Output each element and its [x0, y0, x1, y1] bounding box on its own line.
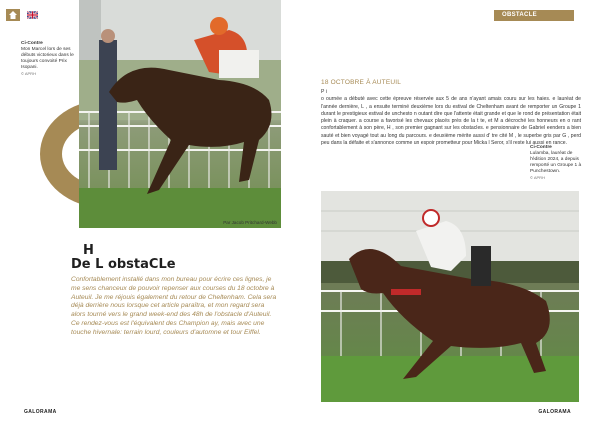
caption-label: Ci-Contre	[530, 145, 552, 150]
article-paragraph-2: o ournée a débuté avec cette épreuve réservée aux 5 de ans n'ayant amais couru sur les haies. e lauréat de l'année dernière, L , a ensuite terminé deuxième lors du estival de Cheltenham avant de remporter un Groupe 1 durant le prestigieux estival de unchesto n outant dire que l'attente était grande et que le rond de présentation était plein à craquer. a course a favorisé les chevaux placés près de la t te, et M a décroché les honneurs en o rant confortablement à son père, H , son premier gagnant sur les obstacles. e pensionnaire de Gabriel eenders a bien sauté et bien voyagé tout au long du parcours. e deuxième mérite aussi d' tre cité M , le superbe gris par G , perd peu dans la défaite et s'annonce comme un espoir prometteur pour Micka l Seror, s'il reste lui aussi en rance.	[321, 96, 581, 147]
right-caption	[530, 145, 586, 182]
right-photo	[321, 191, 579, 402]
intro-paragraph: Confortablement installé dans mon bureau pour écrire ces lignes, je me sens chanceux de pouvoir repenser aux courses du 18 octobre à Auteuil. Je me réjouis également du retour de Cheltenham. Cela sera déjà derrière nous lorsque cet article paraîtra, et mon regard sera alors tourné vers le grand week-end des 48h de l'obstacle d'Auteuil. Ce rendez-vous est l'équivalent des Champion ay, mais avec une touche hivernale: terrain lourd, couleurs d'automne et tour Eiffel.	[71, 276, 277, 336]
article-paragraph-1: P i	[321, 89, 327, 95]
article-dateline: 18 OCTOBRE À AUTEUIL	[321, 79, 402, 86]
home-icon	[8, 10, 18, 20]
article-body	[321, 89, 581, 147]
caption-label: Ci-Contre	[21, 41, 43, 46]
caption-source: © APRH	[21, 71, 36, 76]
footer-brand-right: GALORAMA	[538, 409, 571, 415]
headline	[71, 244, 301, 272]
uk-flag-icon[interactable]	[27, 11, 38, 19]
section-tag: OBSTACLE	[494, 10, 574, 21]
footer-brand-left: GALORAMA	[24, 409, 57, 415]
left-caption	[21, 41, 77, 78]
home-button[interactable]	[6, 9, 20, 21]
headline-line-2: De L obstaCLe	[71, 257, 176, 272]
left-photo	[79, 0, 281, 228]
caption-text: Lulamba, lauréat de l'édition 2024, a depuis remporté un Groupe 1 à Punchestown.	[530, 151, 582, 174]
photo-credit: Par Jacob Pritchard-Webb	[223, 220, 277, 225]
headline-line-1: H	[83, 243, 94, 258]
caption-source: © APRH	[530, 175, 545, 180]
caption-text: Mon Marcel lors de ses débuts victorieux dans le toujours convoité Prix Isopani.	[21, 47, 74, 70]
